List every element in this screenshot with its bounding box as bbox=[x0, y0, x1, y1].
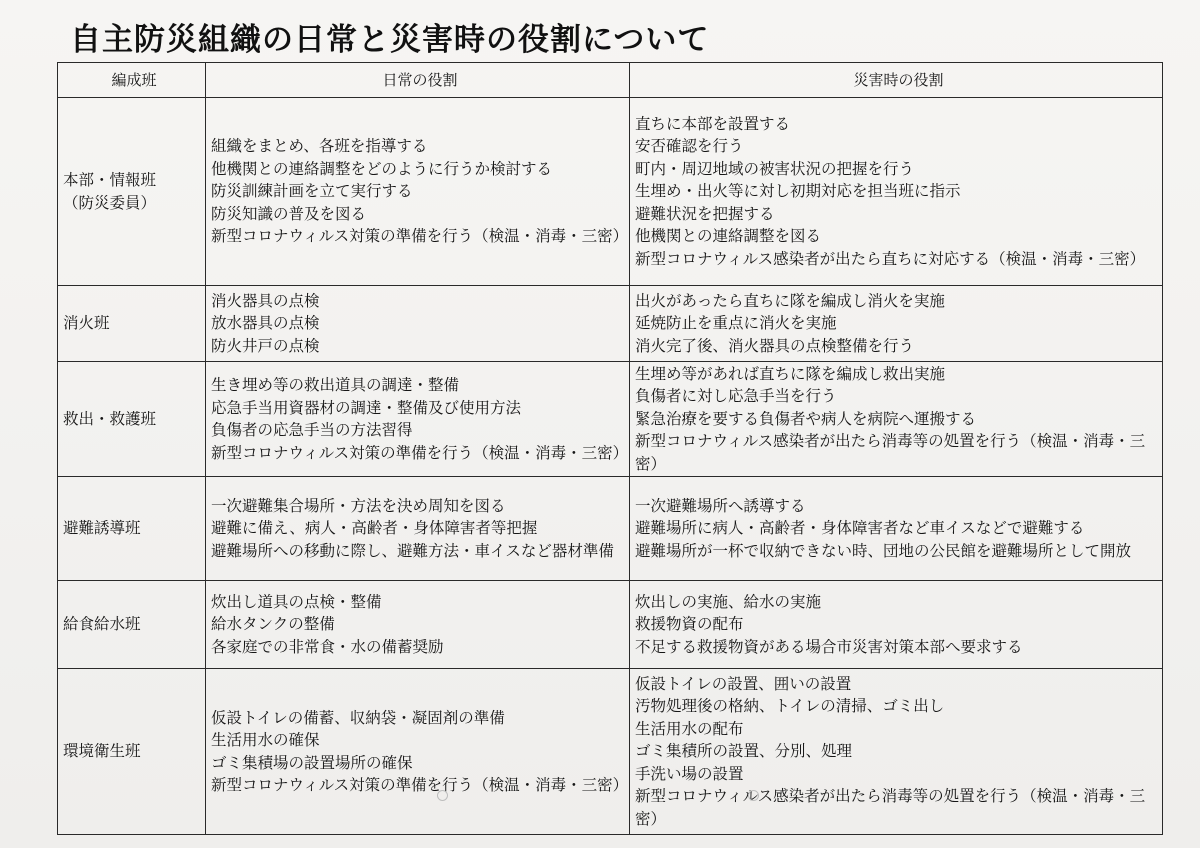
disaster-cell bbox=[630, 362, 1163, 477]
disaster-cell bbox=[630, 98, 1163, 286]
group-label: 本部・情報班 bbox=[63, 171, 157, 189]
disaster-item: 生活用水の配布 bbox=[635, 719, 744, 738]
punch-hole-mark bbox=[748, 790, 759, 801]
daily-item: 負傷者の応急手当の方法習得 bbox=[211, 421, 413, 439]
group-cell bbox=[58, 98, 206, 286]
daily-cell bbox=[206, 362, 630, 477]
daily-item: 新型コロナウィルス対策の準備を行う（検温・消毒・三密） bbox=[211, 227, 629, 246]
daily-item: 防火井戸の点検 bbox=[211, 336, 320, 355]
disaster-item: 避難場所に病人・高齢者・身体障害者など車イスなどで避難する bbox=[635, 519, 1085, 538]
group-label: 環境衛生班 bbox=[63, 742, 141, 761]
disaster-item: 延焼防止を重点に消火を実施 bbox=[635, 314, 837, 333]
daily-cell bbox=[206, 286, 630, 362]
daily-item: 避難に備え、病人・高齢者・身体障害者等把握 bbox=[211, 519, 538, 538]
disaster-item: 汚物処理後の格納、トイレの清掃、ゴミ出し bbox=[635, 697, 945, 716]
disaster-item: 一次避難場所へ誘導する bbox=[635, 496, 806, 515]
disaster-item: 新型コロナウィルス感染者が出たら消毒等の処置を行う（検温・消毒・三密） bbox=[635, 787, 1146, 828]
table-row bbox=[58, 581, 1163, 669]
disaster-item: 避難場所が一杯で収納できない時、団地の公民館を避難場所として開放 bbox=[635, 541, 1132, 560]
group-cell bbox=[58, 669, 206, 835]
daily-cell bbox=[206, 477, 630, 581]
group-label: 消火班 bbox=[63, 314, 110, 333]
disaster-cell bbox=[630, 669, 1163, 835]
daily-item: 生活用水の確保 bbox=[211, 731, 320, 749]
disaster-item: 町内・周辺地域の被害状況の把握を行う bbox=[635, 159, 915, 178]
table-row bbox=[58, 362, 1163, 477]
disaster-item: 緊急治療を要する負傷者や病人を病院へ運搬する bbox=[635, 409, 977, 428]
disaster-item: 生埋め・出火等に対し初期対応を担当班に指示 bbox=[635, 182, 961, 201]
disaster-item: 救援物資の配布 bbox=[635, 615, 744, 634]
disaster-item: 生埋め等があれば直ちに隊を編成し救出実施 bbox=[635, 364, 946, 383]
table-row bbox=[58, 286, 1163, 362]
table-row bbox=[58, 98, 1163, 286]
disaster-item: 負傷者に対し応急手当を行う bbox=[635, 387, 837, 406]
group-label: 避難誘導班 bbox=[63, 519, 141, 538]
daily-item: 新型コロナウィルス対策の準備を行う（検温・消毒・三密） bbox=[211, 443, 629, 462]
group-cell bbox=[58, 477, 206, 581]
disaster-item: 炊出しの実施、給水の実施 bbox=[635, 592, 822, 611]
daily-item: 消火器具の点検 bbox=[211, 291, 320, 310]
disaster-item: 出火があったら直ちに隊を編成し消火を実施 bbox=[635, 291, 945, 310]
daily-item: 新型コロナウィルス対策の準備を行う（検温・消毒・三密） bbox=[211, 776, 629, 794]
daily-item: 他機関との連絡調整をどのように行うか検討する bbox=[211, 159, 553, 178]
disaster-item: 避難状況を把握する bbox=[635, 204, 775, 223]
disaster-item: 手洗い場の設置 bbox=[635, 764, 744, 783]
header-row bbox=[58, 63, 1163, 98]
disaster-item: 直ちに本部を設置する bbox=[635, 114, 791, 133]
table-row bbox=[58, 669, 1163, 835]
disaster-item: 仮設トイレの設置、囲いの設置 bbox=[635, 674, 852, 693]
daily-item: 一次避難集合場所・方法を決め周知を図る bbox=[211, 496, 506, 515]
table-row bbox=[58, 477, 1163, 581]
disaster-item: 他機関との連絡調整を図る bbox=[635, 227, 822, 246]
daily-item: 仮設トイレの備蓄、収納袋・凝固剤の準備 bbox=[211, 708, 505, 727]
disaster-cell bbox=[630, 581, 1163, 669]
page-title: 自主防災組織の日常と災害時の役割について bbox=[70, 22, 710, 58]
header-disaster: 災害時の役割 bbox=[630, 63, 1163, 98]
daily-item: 組織をまとめ、各班を指導する bbox=[211, 137, 428, 156]
disaster-item: 消火完了後、消火器具の点検整備を行う bbox=[635, 336, 915, 355]
disaster-cell bbox=[630, 477, 1163, 581]
daily-item: 放水器具の点検 bbox=[211, 314, 320, 333]
roles-table bbox=[57, 62, 1163, 835]
daily-item: 防災知識の普及を図る bbox=[211, 204, 367, 223]
punch-hole-mark bbox=[437, 790, 448, 801]
disaster-item: 新型コロナウィルス感染者が出たら消毒等の処置を行う（検温・消毒・三密） bbox=[635, 432, 1146, 473]
daily-item: 給水タンクの整備 bbox=[211, 615, 335, 634]
daily-item: ゴミ集積場の設置場所の確保 bbox=[211, 753, 413, 772]
daily-item: 避難場所への移動に際し、避難方法・車イスなど器材準備 bbox=[211, 541, 614, 560]
disaster-item: ゴミ集積所の設置、分別、処理 bbox=[635, 742, 853, 761]
daily-item: 防災訓練計画を立て実行する bbox=[211, 182, 413, 201]
daily-cell bbox=[206, 669, 630, 835]
header-group: 編成班 bbox=[58, 63, 206, 98]
group-label: （防災委員） bbox=[63, 193, 157, 212]
header-daily: 日常の役割 bbox=[206, 63, 630, 98]
daily-item: 炊出し道具の点検・整備 bbox=[211, 592, 382, 611]
disaster-item: 新型コロナウィルス感染者が出たら直ちに対応する（検温・消毒・三密） bbox=[635, 249, 1146, 268]
daily-item: 各家庭での非常食・水の備蓄奨励 bbox=[211, 637, 444, 656]
group-cell bbox=[58, 581, 206, 669]
daily-cell bbox=[206, 98, 630, 286]
daily-item: 応急手当用資器材の調達・整備及び使用方法 bbox=[211, 398, 522, 417]
group-cell bbox=[58, 362, 206, 477]
disaster-item: 安否確認を行う bbox=[635, 137, 744, 156]
daily-item: 生き埋め等の救出道具の調達・整備 bbox=[211, 376, 460, 394]
group-cell bbox=[58, 286, 206, 362]
group-label: 救出・救護班 bbox=[63, 409, 157, 428]
group-label: 給食給水班 bbox=[63, 615, 141, 634]
disaster-cell bbox=[630, 286, 1163, 362]
disaster-item: 不足する救援物資がある場合市災害対策本部へ要求する bbox=[635, 637, 1023, 656]
daily-cell bbox=[206, 581, 630, 669]
